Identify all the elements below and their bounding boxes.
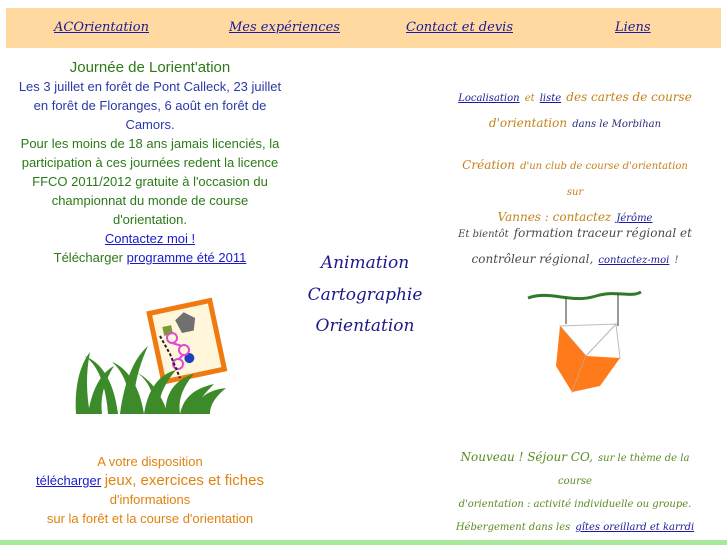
dates-line: Les 3 juillet en forêt de Pont Calleck, 23 juillet — [18, 79, 282, 94]
resources-block — [10, 452, 290, 528]
dispo-text: A votre disposition — [97, 454, 203, 469]
formation-block — [455, 220, 695, 272]
event-dates — [10, 77, 290, 134]
forest-text: sur la forêt et la course d'orientation — [46, 511, 254, 526]
creation-text: Création — [462, 158, 515, 172]
center-word-orientation: Orientation — [315, 316, 415, 336]
dates-line: Camors. — [125, 117, 175, 132]
bottom-bar — [0, 540, 727, 545]
top-nav — [6, 8, 721, 48]
club-text: d'un club de course d'orientation sur — [520, 161, 688, 198]
club-block — [455, 152, 695, 230]
orientation-text: d'orientation — [488, 116, 568, 130]
des-cartes-text: des cartes de course — [566, 90, 692, 104]
sejour-block — [455, 446, 695, 538]
youth-line: d'orientation. — [112, 212, 188, 227]
contactez-moi-link[interactable]: contactez-moi — [598, 255, 670, 266]
vannes-text: Vannes : contactez — [497, 210, 612, 224]
event-block — [10, 58, 290, 267]
contact-me-link[interactable]: Contactez moi ! — [104, 231, 196, 246]
download-link[interactable]: télécharger — [36, 473, 102, 488]
nav-acorientation[interactable]: ACOrientation — [54, 20, 149, 35]
download-prefix: Télécharger — [53, 250, 124, 265]
youth-info — [10, 134, 290, 229]
dates-line: en forêt de Floranges, 6 août en forêt de — [33, 98, 267, 113]
liste-link[interactable]: liste — [539, 93, 562, 104]
orientation-flag-icon — [526, 286, 643, 400]
program-link[interactable]: programme été 2011 — [126, 250, 247, 265]
games-text: jeux, exercices et fiches — [104, 472, 264, 489]
event-title: Journée de Lorient'ation — [69, 59, 231, 76]
youth-line: FFCO 2011/2012 gratuite à l'occasion du — [32, 174, 268, 189]
nav-mes-experiences[interactable]: Mes expériences — [229, 20, 340, 35]
theme-text: sur le thème de la course — [558, 453, 690, 487]
gites-link[interactable]: gîtes oreillard et karrdi — [575, 522, 695, 533]
hebergement-text: Hébergement dans les — [455, 522, 571, 533]
program-line — [10, 248, 290, 267]
center-word-cartographie: Cartographie — [307, 285, 423, 305]
nav-liens[interactable]: Liens — [615, 20, 651, 35]
orientation-map-grass-icon — [68, 292, 231, 414]
youth-line: Pour les moins de 18 ans jamais licenciés, la — [20, 136, 280, 151]
dans-text: dans le Morbihan — [572, 119, 662, 130]
jerome-link[interactable]: Jérôme — [616, 213, 653, 224]
info-text: d'informations — [109, 492, 191, 507]
localisation-link[interactable]: Localisation — [458, 93, 520, 104]
et-text: et — [524, 93, 535, 104]
nav-contact-devis[interactable]: Contact et devis — [406, 20, 513, 35]
excl-text: ! — [674, 255, 679, 266]
nouveau-text: Nouveau ! Séjour CO, — [460, 450, 593, 464]
youth-line: participation à ces journées redent la licence — [21, 155, 279, 170]
center-word-animation: Animation — [320, 253, 410, 273]
bientot-text: Et bientôt — [458, 229, 509, 240]
formation-text: formation traceur régional et — [513, 226, 692, 240]
youth-line: championnat du monde de course — [51, 193, 249, 208]
maps-block — [455, 84, 695, 136]
controleur-text: contrôleur régional, — [471, 252, 594, 266]
activite-text: d'orientation : activité individuelle ou groupe. — [458, 499, 692, 510]
